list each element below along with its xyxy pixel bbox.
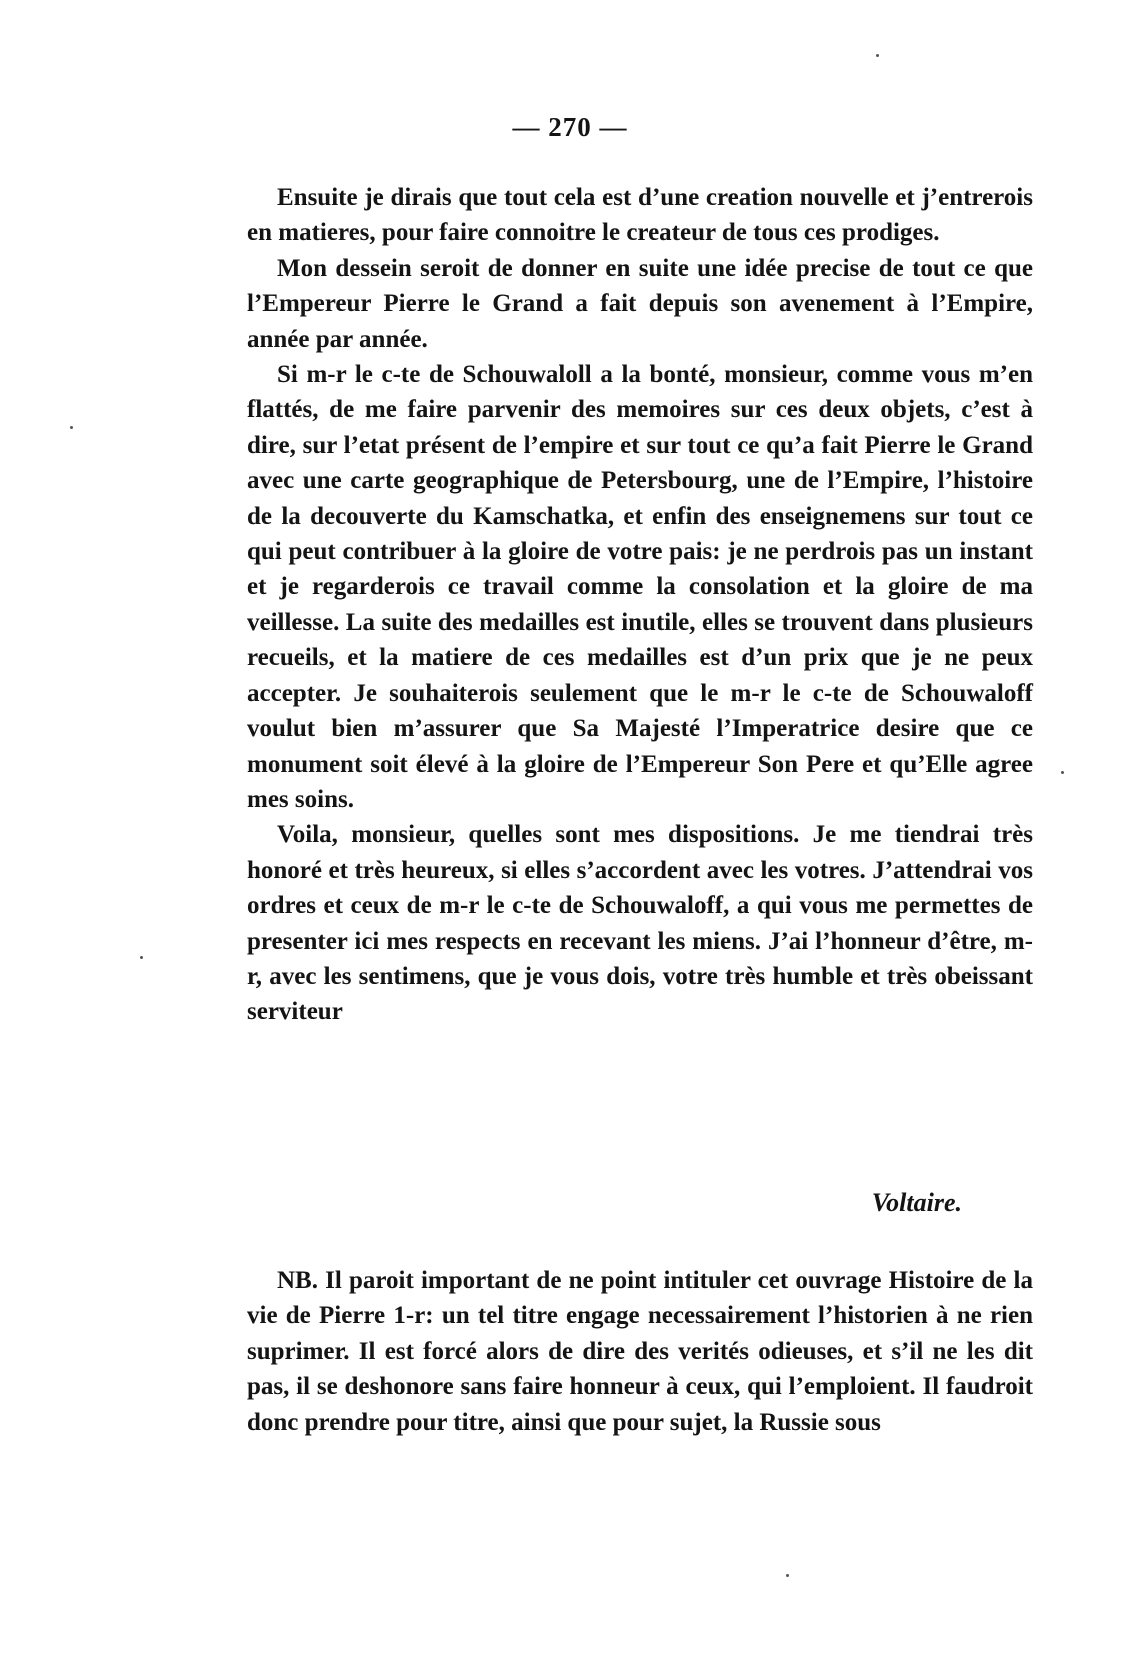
scan-speck [1061, 771, 1064, 774]
paragraph: Voila, monsieur, quelles sont mes dispositions. Je me tiendrai très honoré et très heureux, si elles s’accordent avec les votres. J’attendrai vos ordres et ceux de m-r le c-te de Schouwaloff, a qui vous me permettes de presenter ici mes respects en recevant les miens. J’ai l’honneur d’être, m-r, avec les sentimens, que je vous dois, votre très humble et très obeissant serviteur [247, 821, 1033, 1026]
paragraph: Mon dessein seroit de donner en suite une idée precise de tout ce que l’Empereur Pierre le Grand a fait depuis son avenement à l’Empire, année par année. [247, 254, 1033, 353]
scan-speck [140, 956, 143, 959]
note-paragraph: NB. Il paroit important de ne point intituler cet ouvrage Histoire de la vie de Pierre 1-r: un tel titre engage necessairement l’historien à ne rien suprimer. Il est forcé alors de dire des verités odieuses, et s’il ne les dit pas, il se deshonore sans faire honneur à ceux, qui l’emploient. Il faudroit donc prendre pour titre, ainsi que pour sujet, la Russie sous [247, 1267, 1033, 1436]
paragraph: Si m-r le c-te de Schouwaloll a la bonté, monsieur, comme vous m’en flattés, de me faire parvenir des memoires sur ces deux objets, c’est à dire, sur l’etat présent de l’empire et sur tout ce qu’a fait Pierre le Grand avec une carte geographique de Petersbourg, une de l’Empire, l’histoire de la decouverte du Kamschatka, et enfin des enseignemens sur tout ce qui peut contribuer à la gloire de votre pais: je ne perdrois pas un instant et je regarderois ce travail comme la consolation et la gloire de ma veillesse. La suite des medailles est inutile, elles se trouvent dans plusieurs recueils, et la matiere de ces medailles est d’un prix que je ne peux accepter. Je souhaiterois seulement que le m-r le c-te de Schouwaloff voulut bien m’assurer que Sa Majesté l’Imperatrice desire que ce monument soit élevé à la gloire de l’Empereur Son Pere et qu’Elle agree mes soins. [247, 361, 1033, 813]
signature: Voltaire. [871, 1188, 962, 1217]
scan-speck [70, 426, 73, 429]
paragraph: Ensuite je dirais que tout cela est d’une creation nouvelle et j’entrerois en matieres, pour faire connoitre le createur de tous ces prodiges. [247, 184, 1033, 247]
note-body [247, 1263, 1033, 1440]
page-number: — 270 — [512, 112, 628, 142]
scan-speck [876, 54, 879, 57]
scan-speck [786, 1574, 789, 1577]
letter-body [247, 180, 1033, 1030]
